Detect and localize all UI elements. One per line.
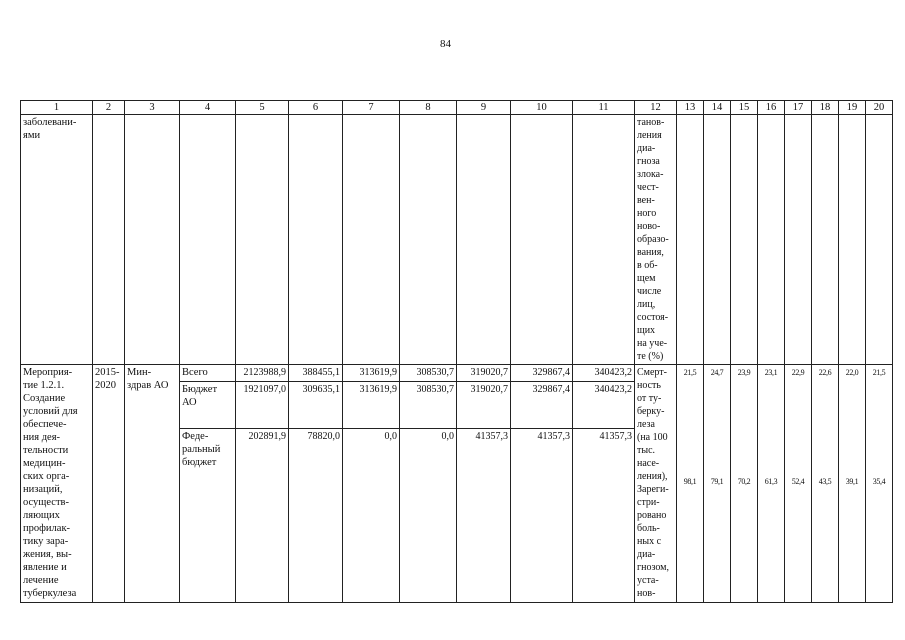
amount-value: 2123988,9	[236, 365, 288, 382]
empty-cell	[866, 115, 893, 365]
target-value: 22,6	[818, 368, 832, 377]
empty-cell	[731, 115, 758, 365]
amount-col-8	[400, 365, 457, 603]
target-value: 21,5	[872, 368, 886, 377]
indicator-continuation: танов- ления диа- гноза злока- чест- вен- ного ново- образо- вания, в об- щем числе лиц, состоя- щих на уче- те (%)	[635, 115, 677, 365]
amount-value: 41357,3	[475, 431, 508, 442]
amount-value: 78820,0	[307, 431, 340, 442]
target-value-col-13	[677, 365, 704, 603]
col-header: 7	[343, 101, 400, 115]
amount-value: 329867,4	[511, 365, 572, 382]
amount-value: 41357,3	[599, 431, 632, 442]
amount-col-5	[236, 365, 289, 603]
amount-value: 313619,9	[343, 365, 399, 382]
col-header: 15	[731, 101, 758, 115]
target-value: 61,3	[764, 477, 778, 486]
col-header: 14	[704, 101, 731, 115]
source-regional: Бюджет АО	[180, 382, 235, 429]
target-value: 22,0	[845, 368, 859, 377]
amount-value: 0,0	[441, 431, 454, 442]
col-header: 11	[573, 101, 635, 115]
empty-cell	[400, 115, 457, 365]
amount-col-7	[343, 365, 400, 603]
empty-cell	[236, 115, 289, 365]
amount-value: 41357,3	[537, 431, 570, 442]
col-header: 4	[180, 101, 236, 115]
amount-value: 319020,7	[457, 382, 510, 429]
target-value: 35,4	[872, 477, 886, 486]
amount-value: 340423,2	[573, 365, 634, 382]
page-number: 84	[440, 38, 451, 50]
funding-sources	[180, 365, 236, 603]
empty-cell	[511, 115, 573, 365]
col-header: 9	[457, 101, 511, 115]
column-number-row	[21, 101, 893, 115]
amount-value: 319020,7	[457, 365, 510, 382]
amount-value: 340423,2	[573, 382, 634, 429]
target-value: 70,2	[737, 477, 751, 486]
empty-cell	[839, 115, 866, 365]
empty-cell	[343, 115, 400, 365]
empty-cell	[704, 115, 731, 365]
amount-col-9	[457, 365, 511, 603]
col-header: 8	[400, 101, 457, 115]
col-header: 2	[93, 101, 125, 115]
target-value-col-15	[731, 365, 758, 603]
empty-cell	[785, 115, 812, 365]
target-value: 23,1	[764, 368, 778, 377]
target-value-col-14	[704, 365, 731, 603]
amount-value: 308530,7	[400, 365, 456, 382]
amount-col-6	[289, 365, 343, 603]
target-value: 43,5	[818, 477, 832, 486]
col-header: 13	[677, 101, 704, 115]
table-row-measure	[21, 365, 893, 603]
program-table	[20, 100, 893, 603]
source-total: Всего	[180, 365, 235, 382]
empty-cell	[93, 115, 125, 365]
target-value: 21,5	[683, 368, 697, 377]
amount-col-11	[573, 365, 635, 603]
target-value: 79,1	[710, 477, 724, 486]
measure-title: Мероприя- тие 1.2.1. Создание условий для обеспече- ния дея- тельности медицин- ских орга- низаций, осуществ- ляющих профилак- тику зара- жения, вы- явление и лечение туберкулеза	[21, 365, 93, 603]
empty-cell	[457, 115, 511, 365]
col-header: 5	[236, 101, 289, 115]
amount-value: 202891,9	[248, 431, 286, 442]
col-header: 18	[812, 101, 839, 115]
target-value: 22,9	[791, 368, 805, 377]
col-header: 3	[125, 101, 180, 115]
target-value-col-16	[758, 365, 785, 603]
empty-cell	[812, 115, 839, 365]
empty-cell	[758, 115, 785, 365]
indicator-name: Смерт- ность от ту- берку- леза (на 100 тыс. насе- ления), Зареги- стри- ровано боль- ных с диа- гнозом, уста- нов-	[635, 365, 677, 603]
empty-cell	[677, 115, 704, 365]
table-row-continuation	[21, 115, 893, 365]
amount-value: 313619,9	[343, 382, 399, 429]
target-value: 52,4	[791, 477, 805, 486]
col-header: 16	[758, 101, 785, 115]
col-header: 20	[866, 101, 893, 115]
col-header: 19	[839, 101, 866, 115]
target-value-col-17	[785, 365, 812, 603]
target-value: 39,1	[845, 477, 859, 486]
empty-cell	[289, 115, 343, 365]
col-header: 12	[635, 101, 677, 115]
executor: Мин- здрав АО	[125, 365, 180, 603]
col-header: 17	[785, 101, 812, 115]
target-value-col-18	[812, 365, 839, 603]
col-header: 1	[21, 101, 93, 115]
amount-col-10	[511, 365, 573, 603]
amount-value: 0,0	[384, 431, 397, 442]
amount-value: 388455,1	[289, 365, 342, 382]
cell-continuation-text: заболевани- ями	[21, 115, 93, 365]
target-value: 98,1	[683, 477, 697, 486]
empty-cell	[125, 115, 180, 365]
col-header: 6	[289, 101, 343, 115]
amount-value: 329867,4	[511, 382, 572, 429]
period: 2015- 2020	[93, 365, 125, 603]
amount-value: 308530,7	[400, 382, 456, 429]
amount-value: 309635,1	[289, 382, 342, 429]
col-header: 10	[511, 101, 573, 115]
empty-cell	[180, 115, 236, 365]
target-value-col-19	[839, 365, 866, 603]
target-value: 24,7	[710, 368, 724, 377]
target-value: 23,9	[737, 368, 751, 377]
amount-value: 1921097,0	[236, 382, 288, 429]
target-value-col-20	[866, 365, 893, 603]
source-federal: Феде- ральный бюджет	[182, 431, 221, 468]
empty-cell	[573, 115, 635, 365]
